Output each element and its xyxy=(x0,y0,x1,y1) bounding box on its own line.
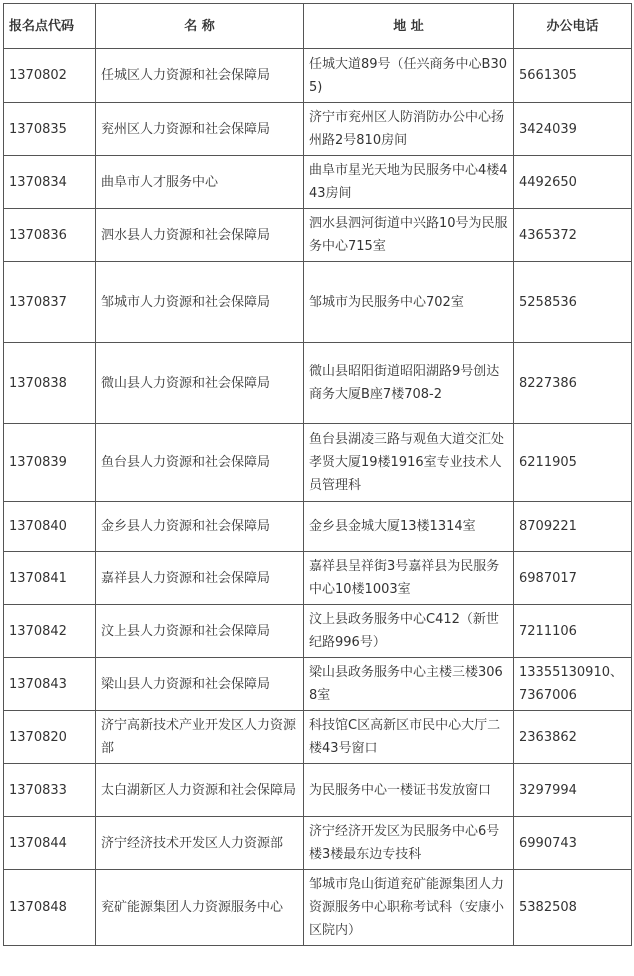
cell-address: 梁山县政务服务中心主楼三楼3068室 xyxy=(304,658,514,711)
header-address: 地 址 xyxy=(304,4,514,49)
cell-address: 泗水县泗河街道中兴路10号为民服务中心715室 xyxy=(304,209,514,262)
cell-phone: 3424039 xyxy=(514,103,632,156)
header-name: 名 称 xyxy=(96,4,304,49)
cell-code: 1370834 xyxy=(4,156,96,209)
cell-address: 汶上县政务服务中心C412（新世纪路996号） xyxy=(304,605,514,658)
cell-code: 1370820 xyxy=(4,711,96,764)
cell-phone: 3297994 xyxy=(514,764,632,817)
table-row xyxy=(4,552,632,605)
table-row xyxy=(4,209,632,262)
cell-phone: 5382508 xyxy=(514,870,632,946)
table-row xyxy=(4,424,632,502)
cell-address: 济宁经济开发区为民服务中心6号楼3楼最东边专技科 xyxy=(304,817,514,870)
cell-code: 1370802 xyxy=(4,49,96,103)
table-row xyxy=(4,658,632,711)
cell-name: 邹城市人力资源和社会保障局 xyxy=(96,262,304,343)
cell-phone: 2363862 xyxy=(514,711,632,764)
table-row xyxy=(4,870,632,946)
cell-name: 曲阜市人才服务中心 xyxy=(96,156,304,209)
cell-name: 鱼台县人力资源和社会保障局 xyxy=(96,424,304,502)
cell-code: 1370838 xyxy=(4,343,96,424)
cell-phone: 6211905 xyxy=(514,424,632,502)
table-body xyxy=(4,49,632,946)
cell-phone: 8709221 xyxy=(514,502,632,552)
cell-code: 1370844 xyxy=(4,817,96,870)
cell-name: 任城区人力资源和社会保障局 xyxy=(96,49,304,103)
table-row xyxy=(4,49,632,103)
cell-address: 济宁市兖州区人防消防办公中心扬州路2号810房间 xyxy=(304,103,514,156)
table-row xyxy=(4,156,632,209)
cell-code: 1370835 xyxy=(4,103,96,156)
table-row xyxy=(4,817,632,870)
cell-address: 任城大道89号（任兴商务中心B305) xyxy=(304,49,514,103)
cell-phone: 8227386 xyxy=(514,343,632,424)
table-row xyxy=(4,262,632,343)
cell-code: 1370833 xyxy=(4,764,96,817)
cell-name: 梁山县人力资源和社会保障局 xyxy=(96,658,304,711)
cell-code: 1370848 xyxy=(4,870,96,946)
header-row xyxy=(4,4,632,49)
table-row xyxy=(4,502,632,552)
cell-phone: 5661305 xyxy=(514,49,632,103)
table-row xyxy=(4,605,632,658)
cell-name: 微山县人力资源和社会保障局 xyxy=(96,343,304,424)
cell-name: 兖州区人力资源和社会保障局 xyxy=(96,103,304,156)
cell-name: 济宁高新技术产业开发区人力资源部 xyxy=(96,711,304,764)
cell-phone: 6990743 xyxy=(514,817,632,870)
cell-address: 曲阜市星光天地为民服务中心4楼443房间 xyxy=(304,156,514,209)
cell-code: 1370842 xyxy=(4,605,96,658)
cell-address: 微山县昭阳街道昭阳湖路9号创达商务大厦B座7楼708-2 xyxy=(304,343,514,424)
cell-phone: 4365372 xyxy=(514,209,632,262)
cell-address: 嘉祥县呈祥街3号嘉祥县为民服务中心10楼1003室 xyxy=(304,552,514,605)
header-code: 报名点代码 xyxy=(4,4,96,49)
cell-address: 邹城市凫山街道兖矿能源集团人力资源服务中心职称考试科（安康小区院内） xyxy=(304,870,514,946)
cell-address: 鱼台县湖凌三路与观鱼大道交汇处孝贤大厦19楼1916室专业技术人员管理科 xyxy=(304,424,514,502)
cell-code: 1370841 xyxy=(4,552,96,605)
cell-code: 1370837 xyxy=(4,262,96,343)
cell-phone: 4492650 xyxy=(514,156,632,209)
cell-code: 1370839 xyxy=(4,424,96,502)
cell-address: 为民服务中心一楼证书发放窗口 xyxy=(304,764,514,817)
cell-name: 金乡县人力资源和社会保障局 xyxy=(96,502,304,552)
cell-phone: 6987017 xyxy=(514,552,632,605)
cell-phone: 5258536 xyxy=(514,262,632,343)
cell-name: 汶上县人力资源和社会保障局 xyxy=(96,605,304,658)
header-phone: 办公电话 xyxy=(514,4,632,49)
cell-phone: 7211106 xyxy=(514,605,632,658)
cell-code: 1370836 xyxy=(4,209,96,262)
table-row xyxy=(4,343,632,424)
table-row xyxy=(4,764,632,817)
table-row xyxy=(4,711,632,764)
cell-code: 1370843 xyxy=(4,658,96,711)
cell-phone: 13355130910、7367006 xyxy=(514,658,632,711)
cell-name: 泗水县人力资源和社会保障局 xyxy=(96,209,304,262)
exam-site-table xyxy=(3,3,632,946)
cell-address: 邹城市为民服务中心702室 xyxy=(304,262,514,343)
cell-address: 科技馆C区高新区市民中心大厅二楼43号窗口 xyxy=(304,711,514,764)
cell-name: 太白湖新区人力资源和社会保障局 xyxy=(96,764,304,817)
cell-code: 1370840 xyxy=(4,502,96,552)
cell-name: 济宁经济技术开发区人力资源部 xyxy=(96,817,304,870)
cell-address: 金乡县金城大厦13楼1314室 xyxy=(304,502,514,552)
table-row xyxy=(4,103,632,156)
cell-name: 嘉祥县人力资源和社会保障局 xyxy=(96,552,304,605)
cell-name: 兖矿能源集团人力资源服务中心 xyxy=(96,870,304,946)
